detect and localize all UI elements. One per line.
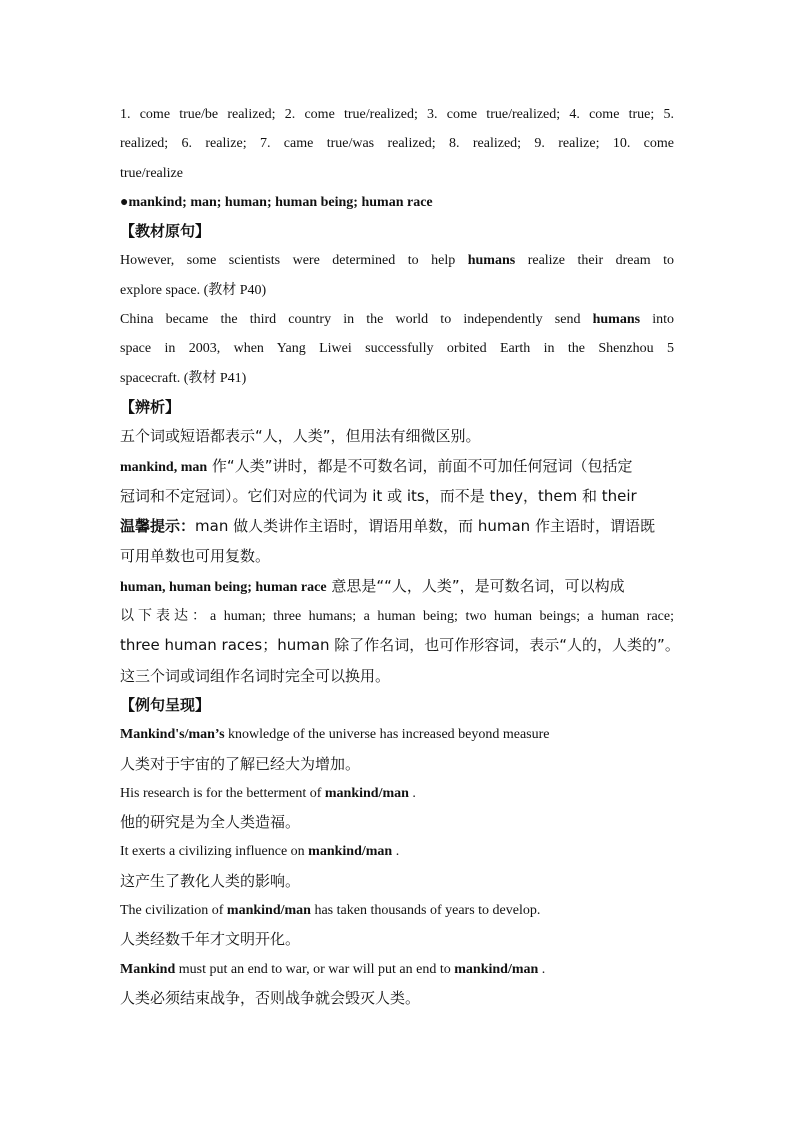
analysis-paragraph: 冠词和不定冠词）。它们对应的代词为 it 或 its，而不是 they，them 和 their (120, 486, 637, 505)
example-english: The civilization of mankind/man has taken thousands of years to develop. (120, 903, 541, 919)
analysis-paragraph: three human races；human 除了作名词，也可作形容词，表示“人的，人类的”。 (120, 636, 680, 655)
topic-heading: ●mankind; man; human; human being; human race (120, 194, 433, 210)
example-item (120, 896, 674, 955)
answer-line: realized; 6. realize; 7. came true/was realized; 8. realized; 9. realize; 10. come (120, 136, 674, 152)
example-item (120, 720, 674, 779)
answer-line: 1. come true/be realized; 2. come true/realized; 3. come true/realized; 4. come true; 5. (120, 107, 674, 122)
analysis-paragraph: 五个词或短语都表示“人，人类”，但用法有细微区别。 (120, 427, 481, 446)
example-english: Mankind's/man’s knowledge of the universe has increased beyond measure (120, 727, 550, 743)
source-sentence: explore space. (教材 P40) (120, 282, 267, 298)
answer-line: true/realize (120, 165, 183, 181)
example-item (120, 955, 674, 1014)
source-sentence: space in 2003, when Yang Liwei successfully orbited Earth in the Shenzhou 5 (120, 341, 674, 357)
example-chinese: 他的研究是为全人类造福。 (120, 813, 301, 832)
analysis-paragraph: human, human being; human race 意思是““人，人类”，是可数名词，可以构成 (120, 576, 625, 595)
tip-paragraph: 可用单数也可用复数。 (120, 547, 271, 566)
source-sentence: However, some scientists were determined to help humans realize their dream to (120, 253, 674, 269)
tip-paragraph: 温馨提示：man 做人类讲作主语时，谓语用单数，而 human 作主语时，谓语既 (120, 517, 655, 536)
section-heading-source: 【教材原句】 (120, 222, 211, 241)
analysis-paragraph: mankind, man 作“人类”讲时，都是不可数名词，前面不可加任何冠词（包括定 (120, 456, 633, 475)
example-english: It exerts a civilizing influence on mankind/man . (120, 844, 400, 860)
section-heading-examples: 【例句呈现】 (120, 695, 211, 714)
source-sentence: spacecraft. (教材 P41) (120, 370, 247, 386)
example-chinese: 人类经数千年才文明开化。 (120, 930, 301, 949)
example-english: Mankind must put an end to war, or war will put an end to mankind/man . (120, 961, 546, 977)
analysis-paragraph: 这三个词或词组作名词时完全可以换用。 (120, 666, 391, 685)
example-chinese: 人类必须结束战争，否则战争就会毁灭人类。 (120, 988, 421, 1007)
example-chinese: 人类对于宇宙的了解已经大为增加。 (120, 754, 361, 773)
source-sentence: China became the third country in the world to independently send humans into (120, 312, 675, 328)
example-chinese: 这产生了教化人类的影响。 (120, 871, 301, 890)
example-item (120, 779, 674, 838)
example-list (120, 720, 674, 1013)
analysis-paragraph: 以下表达：a human; three humans; a human being; two human beings; a human race; (120, 609, 674, 625)
document-page (120, 100, 680, 1013)
example-english: His research is for the betterment of mankind/man . (120, 785, 416, 801)
example-item (120, 837, 674, 896)
section-heading-analysis: 【辨析】 (120, 397, 181, 416)
